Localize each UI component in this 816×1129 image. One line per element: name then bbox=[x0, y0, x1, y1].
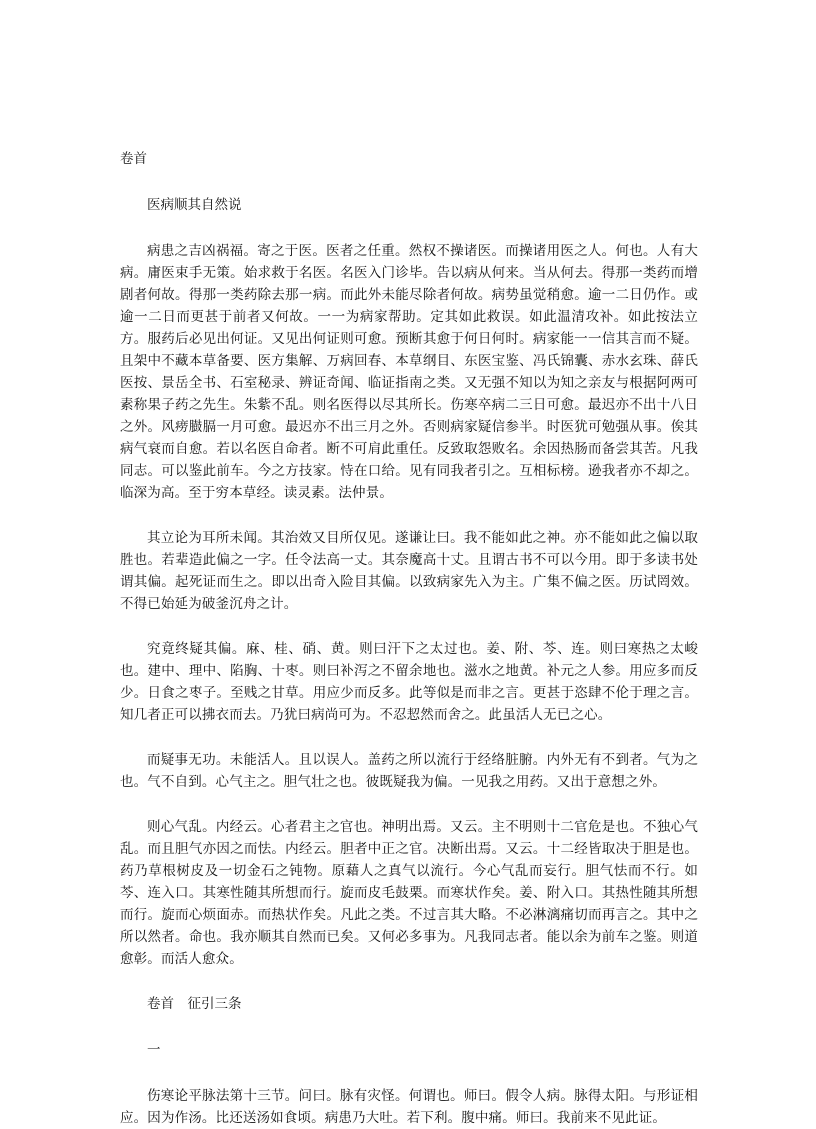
paragraph-4: 而疑事无功。未能活人。且以误人。盖药之所以流行于经络脏腑。内外无有不到者。气为之也。气不自到。心气主之。胆气壮之也。彼既疑我为偏。一见我之用药。又出于意想之外。 bbox=[120, 752, 698, 790]
paragraph-2: 其立论为耳所未闻。其治效又目所仅见。遂谦让曰。我不能如此之神。亦不能如此之偏以取胜也。若辈造此偏之一字。任令法高一丈。其奈魔高十丈。且谓古书不可以今用。即于多读书处谓其偏。起死证而生之。即以出奇入险目其偏。以致病家先入为主。广集不偏之医。历试罔效。不得已始延为破釜沉舟之计。 bbox=[120, 530, 698, 612]
spacer bbox=[120, 970, 698, 993]
final-paragraph: 伤寒论平脉法第十三节。问曰。脉有灾怪。何谓也。师曰。假令人病。脉得太阳。与形证相应。因为作汤。比还送汤如食顷。病患乃大吐。若下利。腹中痛。师曰。我前来不见此证。 bbox=[120, 1088, 698, 1126]
item-marker: 一 bbox=[147, 1042, 161, 1058]
spacer bbox=[120, 1015, 698, 1039]
spacer bbox=[120, 793, 698, 816]
paragraph-1: 病患之吉凶祸福。寄之于医。医者之任重。然权不操诸医。而操诸用医之人。何也。人有大病。庸医束手无策。始求救于名医。名医入门诊毕。告以病从何来。当从何去。得那一类药而增剧者何故。得那一类药除去那一病。而此外未能尽除者何故。病势虽觉稍愈。逾一二日仍作。或逾一二日而更甚于前者又何故。一一为病家帮助。定其如此救误。如此温清攻补。如此按法立方。服药后必见出何证。又见出何证则可愈。预断其愈于何日何时。病家能一一信其言而不疑。且架中不藏本草备要、医方集解、万病回春、本草纲目、东医宝鉴、冯氏锦囊、赤水玄珠、薛氏医按、景岳全书、石室秘录、辨证奇闻、临证指南之类。又无强不知以为知之亲友与根据阿两可素称果子药之先生。朱紫不乱。则名医得以尽其所长。伤寒卒病二三日可愈。最迟亦不出十八日之外。风痨臌膈一月可愈。最迟亦不出三月之外。否则病家疑信参半。时医犹可勉强从事。俟其病气衰而自愈。若以名医自命者。断不可肩此重任。反致取怨败名。余因热肠而备尝其苦。凡我同志。可以鉴此前车。今之方技家。恃在口给。见有同我者引之。互相标榜。逊我者亦不却之。临深为高。至于穷本草经。读灵素。法仲景。 bbox=[120, 243, 698, 501]
spacer bbox=[120, 615, 698, 638]
document-page bbox=[120, 148, 698, 1129]
subheading: 卷首 征引三条 bbox=[147, 996, 242, 1012]
spacer bbox=[120, 170, 698, 194]
paragraph-3: 究竟终疑其偏。麻、桂、硝、黄。则曰汗下之太过也。姜、附、芩、连。则曰寒热之太峻也。建中、理中、陷胸、十枣。则曰补泻之不留余地也。滋水之地黄。补元之人参。用应多而反少。日食之枣子。至贱之甘草。用应少而反多。此等似是而非之言。更甚于恣肆不伦于理之言。知几者正可以拂衣而去。乃犹曰病尚可为。不忍恝然而舍之。此虽活人无已之心。 bbox=[120, 641, 698, 723]
spacer bbox=[120, 1061, 698, 1085]
spacer bbox=[120, 726, 698, 749]
section-title: 医病顺其自然说 bbox=[147, 197, 242, 213]
paragraph-5: 则心气乱。内经云。心者君主之官也。神明出焉。又云。主不明则十二官危是也。不独心气乱。而且胆气亦因之而怯。内经云。胆者中正之官。决断出焉。又云。十二经皆取决于胆是也。药乃草根树皮及一切金石之钝物。原藉人之真气以流行。今心气乱而妄行。胆气怯而不行。如芩、连入口。其寒性随其所想而行。旋而皮毛鼓栗。而寒状作矣。姜、附入口。其热性随其所想而行。旋而心烦面赤。而热状作矣。凡此之类。不过言其大略。不必淋漓痛切而再言之。其中之所以然者。命也。我亦顺其自然而已矣。又何必多事为。凡我同志者。能以余为前车之鉴。则道愈彰。而活人愈众。 bbox=[120, 819, 698, 967]
spacer bbox=[120, 504, 698, 527]
spacer bbox=[120, 216, 698, 240]
volume-heading: 卷首 bbox=[120, 151, 147, 167]
